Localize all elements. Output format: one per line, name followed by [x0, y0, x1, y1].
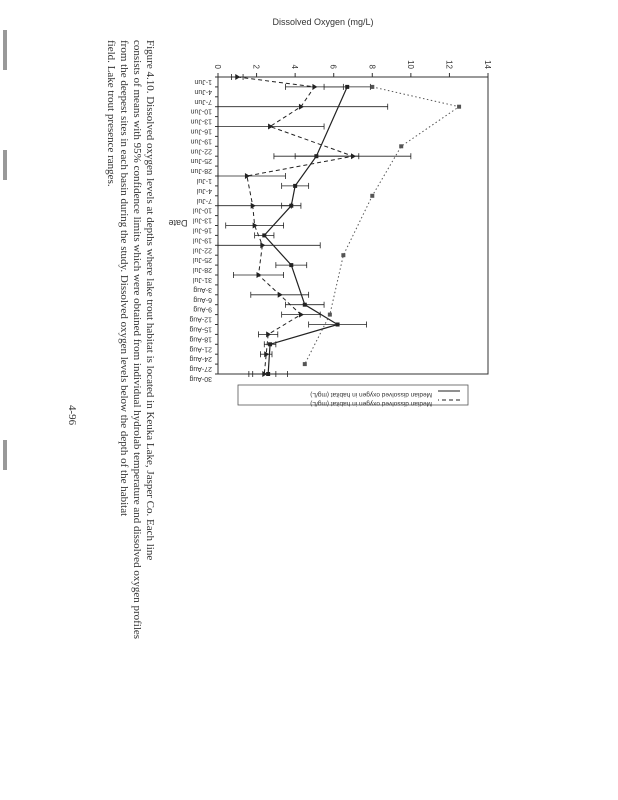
data-point — [268, 342, 272, 346]
x-tick-label: 3-Aug — [193, 285, 212, 293]
x-tick-label: 15-Aug — [189, 325, 212, 333]
x-tick-label: 22-Jul — [192, 246, 212, 254]
data-point — [303, 362, 307, 366]
data-point — [299, 312, 304, 318]
x-tick-label: 1-Jul — [196, 177, 212, 184]
x-tick-label: 1-Jun — [194, 78, 212, 85]
data-point — [341, 253, 345, 257]
caption-line: Figure 4.10. Dissolved oxygen levels at depths where lake trout habitat is located in Keuka Lake, Jasper Co. Each line — [144, 40, 156, 561]
data-point — [336, 323, 340, 327]
x-tick-label: 10-Jul — [192, 206, 212, 214]
x-tick-label: 16-Jun — [190, 127, 212, 135]
data-point — [235, 74, 240, 80]
x-tick-label: 16-Jul — [192, 226, 212, 234]
data-point — [266, 331, 271, 337]
x-tick-label: 24-Aug — [189, 355, 212, 363]
page-number: 4-96 — [66, 405, 78, 426]
x-tick-label: 4-Jul — [196, 186, 212, 194]
x-tick-label: 10-Jun — [190, 107, 212, 115]
y-tick-label: 0 — [213, 64, 222, 69]
data-point — [351, 153, 356, 159]
data-point — [370, 194, 374, 198]
data-point — [299, 104, 304, 110]
x-tick-label: 7-Jul — [196, 196, 212, 204]
y-axis-title: Dissolved Oxygen (mg/L) — [272, 17, 374, 27]
legend-label: Median dissolved oxygen in habitat (mg/L) — [310, 400, 432, 407]
caption-line: from the deepest sites in each basin during the study. Dissolved oxygen levels below the depth of the habitat — [118, 40, 130, 517]
x-tick-label: 12-Aug — [189, 315, 212, 323]
x-tick-label: 13-Jul — [192, 216, 212, 224]
x-tick-label: 28-Jun — [190, 167, 212, 175]
x-tick-label: 4-Jun — [194, 87, 212, 95]
data-point — [278, 292, 283, 298]
x-tick-label: 22-Jun — [190, 147, 212, 155]
x-tick-label: 25-Jun — [190, 157, 212, 165]
data-point — [312, 84, 317, 90]
x-tick-label: 6-Aug — [193, 295, 212, 303]
series-line — [305, 87, 459, 364]
data-point — [328, 313, 332, 317]
data-point — [370, 85, 374, 89]
x-tick-label: 25-Jul — [192, 256, 212, 264]
y-tick-label: 10 — [405, 60, 415, 69]
x-tick-label: 27-Aug — [189, 365, 212, 373]
data-point — [457, 105, 461, 109]
y-tick-label: 2 — [251, 64, 261, 69]
data-point — [289, 263, 293, 267]
y-tick-label: 4 — [290, 64, 300, 69]
x-tick-label: 30-Aug — [189, 375, 212, 382]
y-tick-label: 14 — [483, 60, 492, 69]
data-point — [345, 85, 349, 89]
x-tick-label: 9-Aug — [193, 305, 212, 313]
data-point — [268, 124, 273, 130]
x-tick-label: 28-Jul — [192, 266, 212, 274]
x-axis-title: Date — [168, 218, 188, 228]
y-tick-label: 8 — [367, 64, 377, 69]
figure-caption — [104, 40, 156, 639]
x-tick-label: 7-Jun — [194, 97, 212, 105]
x-tick-label: 18-Aug — [189, 335, 212, 343]
y-tick-label: 6 — [328, 64, 338, 69]
legend-label: Median dissolved oxygen in habitat (mg/L) — [310, 391, 432, 398]
x-tick-label: 19-Jun — [190, 137, 212, 145]
x-tick-label: 21-Aug — [189, 345, 212, 353]
data-point — [303, 303, 307, 307]
data-point — [260, 242, 265, 248]
x-tick-label: 31-Jul — [192, 276, 212, 283]
data-point — [262, 233, 266, 237]
x-tick-label: 19-Jul — [192, 236, 212, 244]
series-line — [264, 87, 347, 374]
caption-line: field. Lake trout presence ranges. — [105, 40, 117, 187]
data-point — [399, 144, 403, 148]
y-tick-label: 12 — [444, 60, 454, 69]
data-point — [257, 272, 262, 278]
data-point — [293, 184, 297, 188]
x-tick-label: 13-Jun — [190, 117, 212, 125]
caption-line: consists of means with 95% confidence limits which were obtained from individual hydrolab temperature and dissolved oxygen profiles — [131, 40, 143, 640]
